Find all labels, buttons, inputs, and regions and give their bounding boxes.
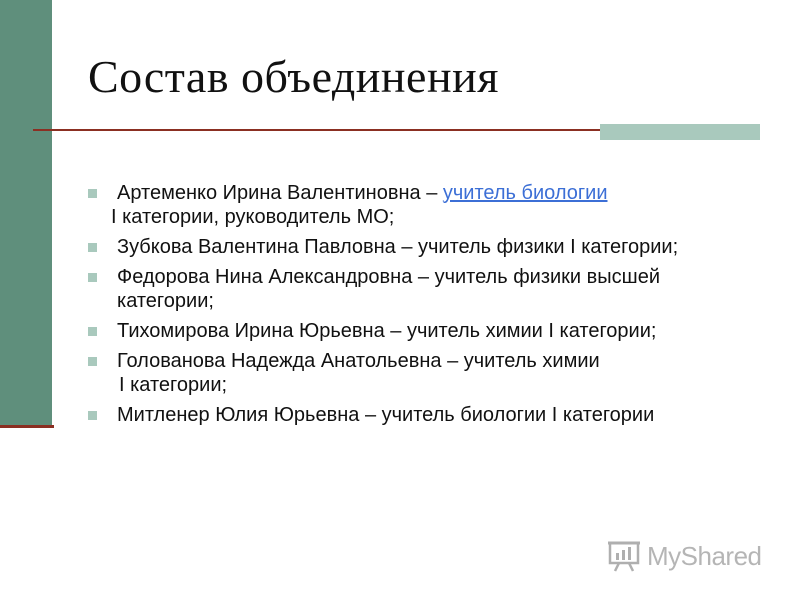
watermark-logo [607, 538, 762, 574]
bullet-icon [88, 273, 97, 282]
left-accent-bar-edge [0, 425, 54, 428]
list-item-text: Зубкова Валентина Павловна – учитель физики I категории; [117, 236, 679, 258]
list-item [88, 349, 768, 397]
list-item-text: Федорова Нина Александровна – учитель физики высшей [117, 266, 660, 288]
title-divider-block [600, 124, 760, 140]
slide-title: Состав объединения [88, 51, 499, 102]
left-accent-bar [0, 0, 52, 427]
presentation-board-icon [607, 539, 641, 573]
list-item-text: Тихомирова Ирина Юрьевна – учитель химии I категории; [117, 320, 657, 342]
list-item-text: Артеменко Ирина Валентиновна – [117, 182, 443, 204]
bullet-icon [88, 189, 97, 198]
list-item-continuation: I категории, руководитель МО; [111, 206, 395, 228]
list-item [88, 319, 768, 343]
teacher-biology-link[interactable]: учитель биологии [442, 182, 608, 204]
bullet-icon [88, 411, 97, 420]
bullet-icon [88, 243, 97, 252]
list-item-text: Митленер Юлия Юрьевна – учитель биологии I категории [117, 404, 655, 426]
list-item-continuation: категории; [117, 290, 214, 312]
bullet-icon [88, 357, 97, 366]
list-item [88, 235, 768, 259]
bullet-icon [88, 327, 97, 336]
member-list [88, 181, 768, 427]
list-item [88, 181, 768, 229]
list-item-continuation: I категории; [119, 374, 228, 396]
watermark-text: MyShared [647, 540, 762, 571]
list-item-text: Голованова Надежда Анатольевна – учитель химии [117, 350, 600, 372]
list-item [88, 265, 768, 313]
list-item [88, 403, 768, 427]
